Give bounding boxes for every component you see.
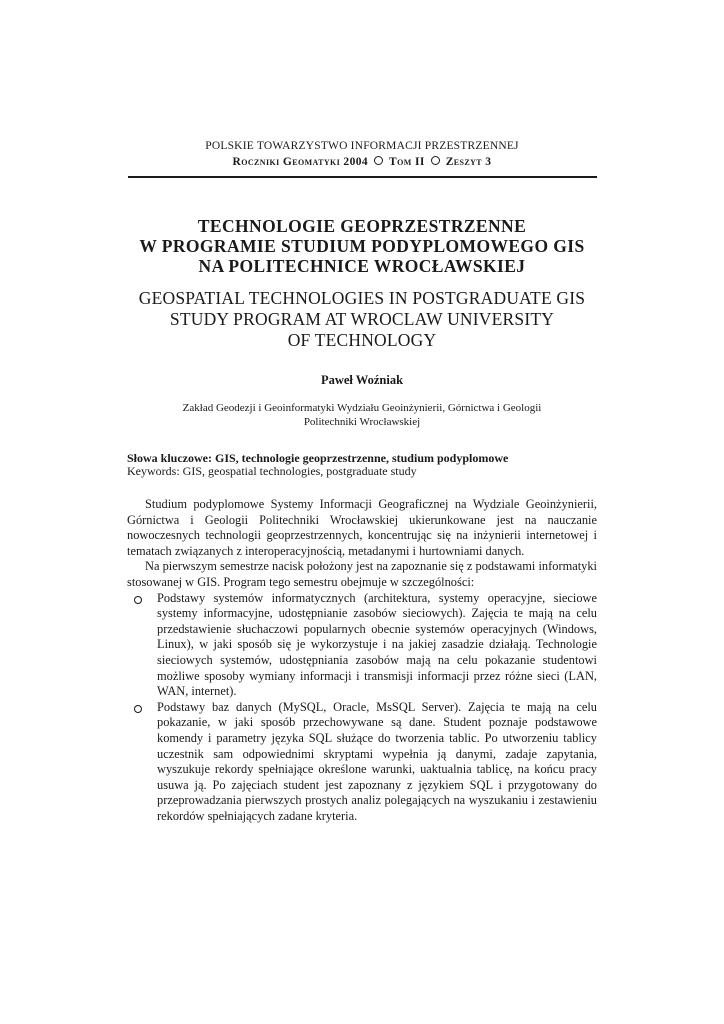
- body-paragraph: Na pierwszym semestrze nacisk położony jest na zapoznanie się z podstawami informatyki stosowanej w GIS. Program tego semestru obejmuje w szczególności:: [127, 559, 597, 589]
- journal-issue: Zeszyt 3: [445, 156, 492, 168]
- journal-volume: Tom II: [389, 156, 425, 168]
- header-rule: [128, 176, 597, 178]
- title-english-line: GEOSPATIAL TECHNOLOGIES IN POSTGRADUATE GIS: [138, 288, 586, 308]
- list-item: [127, 700, 597, 825]
- list-item-text: Podstawy baz danych (MySQL, Oracle, MsSQL Server). Zajęcia te mają na celu pokazanie, w jaki sposób przechowywane są dane. Student poznaje podstawowe komendy i parametry języka SQL służące do tworzenia tablic. Po utworzeniu tablicy uczestnik sam odpowiednimi skryptami wypełnia ją danymi, zadaje zapytania, wyszukuje rekordy spełniające określone warunki, uaktualnia tablicę, na końcu pracy usuwa ją. Po zajęciach student jest zapoznany z językiem SQL i przygotowany do przeprowadzania pierwszych prostych analiz polegających na wyszukaniu i zestawieniu rekordów spełniających zadane kryteria.: [157, 699, 597, 823]
- affiliation-line: Zakład Geodezji i Geoinformatyki Wydziału Geoinżynierii, Górnictwa i Geologii: [182, 402, 542, 414]
- bullet-circle-icon: [134, 705, 142, 713]
- keywords-english-text: GIS, geospatial technologies, postgraduate study: [182, 464, 417, 478]
- author-name: Paweł Woźniak: [320, 373, 404, 387]
- separator-circle-icon: [431, 156, 440, 165]
- list-item-text: Podstawy systemów informatycznych (architektura, systemy operacyjne, sieciowe systemy informacyjne, udostępnianie zasobów sieciowych). Zajęcia te mają na celu przedstawienie słuchaczowi popularnych obecnie systemów operacyjnych (Windows, Linux), w jaki sposób się je wykorzystuje i na jakiej zasadzie działają. Technologie sieciowych systemów, udostępniania zasobów mają na celu pokazanie studentowi możliwe sposoby wymiany informacji i transmisji informacji przez różne sieci (LAN, WAN, internet).: [157, 590, 597, 699]
- title-polish-line: NA POLITECHNICE WROCŁAWSKIEJ: [198, 256, 526, 276]
- journal-name: Roczniki Geomatyki 2004: [232, 156, 369, 168]
- keywords-english-label: Keywords:: [127, 464, 180, 478]
- separator-circle-icon: [374, 156, 383, 165]
- title-polish-line: W PROGRAMIE STUDIUM PODYPLOMOWEGO GIS: [139, 236, 585, 256]
- title-english: [100, 288, 624, 351]
- list-item: [127, 591, 597, 700]
- title-english-line: OF TECHNOLOGY: [287, 330, 437, 350]
- author-affiliation: [0, 401, 724, 429]
- affiliation-line: Politechniki Wrocławskiej: [303, 416, 421, 428]
- keywords-english: [127, 465, 597, 478]
- bullet-circle-icon: [134, 596, 142, 604]
- title-polish: [100, 216, 624, 276]
- title-english-line: STUDY PROGRAM AT WROCLAW UNIVERSITY: [169, 309, 555, 329]
- bullet-list: [127, 591, 597, 825]
- body-paragraph: Studium podyplomowe Systemy Informacji Geograficznej na Wydziale Geoinżynierii, Górnictwa i Geologii Politechniki Wrocławskiej ukierunkowane jest na nauczanie nowoczesnych technologii geoprzestrzennych, koncentrując się na inżynierii internetowej i tematach związanych z interoperacyjnością, metadanymi i hurtowniami danych.: [127, 497, 597, 558]
- journal-header: [0, 156, 724, 168]
- keywords-polish-label: Słowa kluczowe:: [127, 451, 212, 465]
- keywords-polish-text: GIS, technologie geoprzestrzenne, studium podyplomowe: [215, 451, 509, 465]
- keywords-block: [127, 452, 597, 478]
- article-body: [127, 497, 597, 824]
- society-name: POLSKIE TOWARZYSTWO INFORMACJI PRZESTRZENNEJ: [205, 140, 519, 152]
- title-polish-line: TECHNOLOGIE GEOPRZESTRZENNE: [197, 216, 527, 236]
